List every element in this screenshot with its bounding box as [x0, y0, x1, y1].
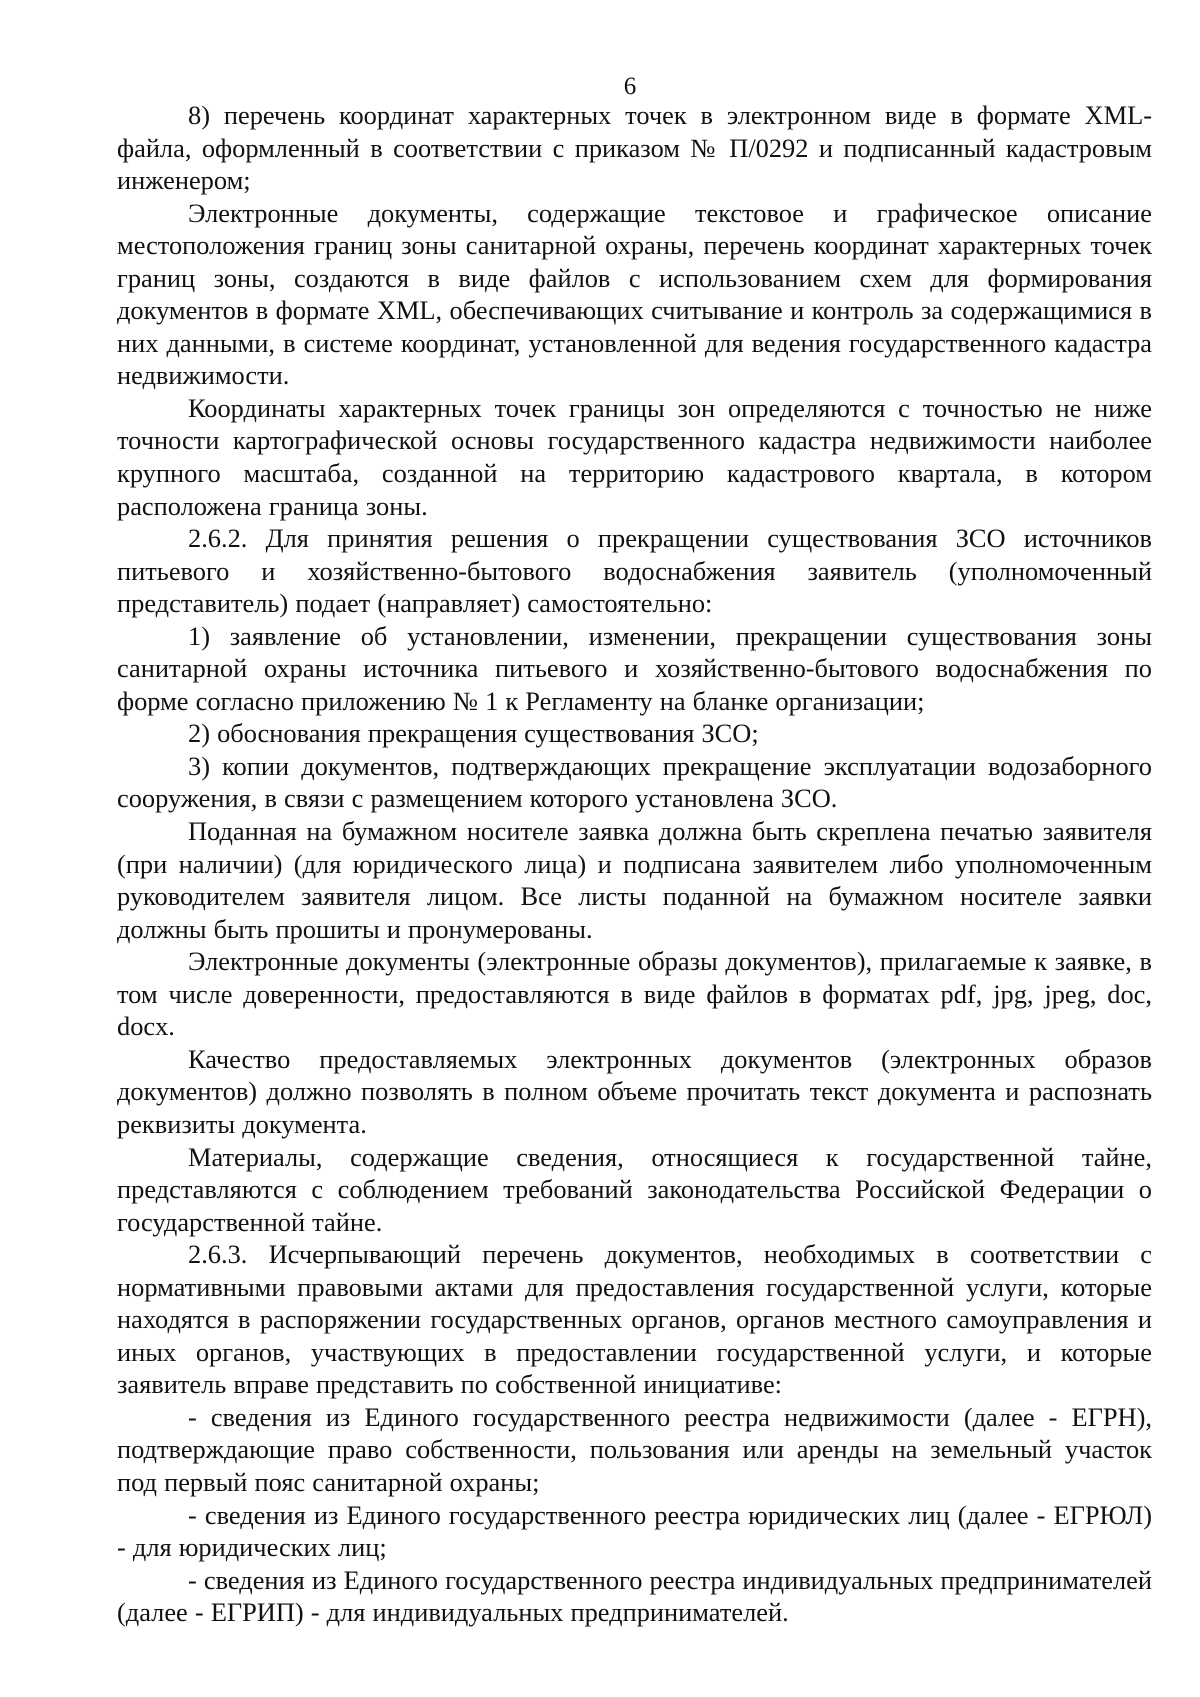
paragraph-coordinates-accuracy: Координаты характерных точек границы зон определяются с точностью не ниже точности картографической основы государственного кадастра недвижимости наиболее крупного масштаба, созданной на территорию кадастрового квартала, в котором расположена граница зоны.	[117, 392, 1152, 521]
list-item-egrn: - сведения из Единого государственного реестра недвижимости (далее - ЕГРН), подтверждающие право собственности, пользования или аренды на земельный участок под первый пояс санитарной охраны;	[117, 1401, 1152, 1497]
paragraph-section-2-6-2: 2.6.2. Для принятия решения о прекращении существования ЗСО источников питьевого и хозяйственно-бытового водоснабжения заявитель (уполномоченный представитель) подает (направляет) самостоятельно:	[117, 523, 1152, 619]
list-item-egrul: - сведения из Единого государственного реестра юридических лиц (далее - ЕГРЮЛ) - для юридических лиц;	[117, 1499, 1152, 1563]
paragraph-paper-application: Поданная на бумажном носителе заявка должна быть скреплена печатью заявителя (при наличии) (для юридического лица) и подписана заявителем либо уполномоченным руководителем заявителя лицом. Все листы поданной на бумажном носителе заявки должны быть прошиты и пронумерованы.	[117, 816, 1152, 944]
page-number: 6	[623, 73, 637, 100]
document-body	[117, 99, 1152, 1629]
paragraph-item-3-copies: 3) копии документов, подтверждающих прекращение эксплуатации водозаборного сооружения, в связи с размещением которого установлена ЗСО.	[117, 750, 1152, 814]
paragraph-section-2-6-3: 2.6.3. Исчерпывающий перечень документов, необходимых в соответствии с нормативными правовыми актами для предоставления государственной услуги, которые находятся в распоряжении государственных органов, органов местного самоуправления и иных органов, участвующих в предоставлении государственной услуги, и которые заявитель вправе представить по собственной инициативе:	[117, 1239, 1152, 1400]
paragraph-electronic-documents-quality: Качество предоставляемых электронных документов (электронных образов документов) должно позволять в полном объеме прочитать текст документа и распознать реквизиты документа.	[117, 1043, 1152, 1139]
paragraph-item-1-application: 1) заявление об установлении, изменении, прекращении существования зоны санитарной охраны источника питьевого и хозяйственно-бытового водоснабжения по форме согласно приложению № 1 к Регламенту на бланке организации;	[117, 620, 1152, 716]
paragraph-electronic-images-formats: Электронные документы (электронные образы документов), прилагаемые к заявке, в том числе доверенности, предоставляются в виде файлов в форматах pdf, jpg, jpeg, doc, docx.	[117, 946, 1152, 1042]
paragraph-item-8-coordinates-list: 8) перечень координат характерных точек в электронном виде в формате XML-файла, оформленный в соответствии с приказом № П/0292 и подписанный кадастровым инженером;	[117, 100, 1152, 196]
paragraph-item-2-justification: 2) обоснования прекращения существования ЗСО;	[188, 718, 759, 749]
list-item-egrip: - сведения из Единого государственного реестра индивидуальных предпринимателей (далее - ЕГРИП) - для индивидуальных предпринимателей.	[117, 1564, 1152, 1628]
paragraph-electronic-documents-xml: Электронные документы, содержащие текстовое и графическое описание местоположения границ зоны санитарной охраны, перечень координат характерных точек границ зоны, создаются в виде файлов с использованием схем для формирования документов в формате XML, обеспечивающих считывание и контроль за содержащимися в них данными, в системе координат, установленной для ведения государственного кадастра недвижимости.	[117, 197, 1152, 391]
paragraph-state-secret-materials: Материалы, содержащие сведения, относящиеся к государственной тайне, представляются с соблюдением требований законодательства Российской Федерации о государственной тайне.	[117, 1141, 1152, 1237]
